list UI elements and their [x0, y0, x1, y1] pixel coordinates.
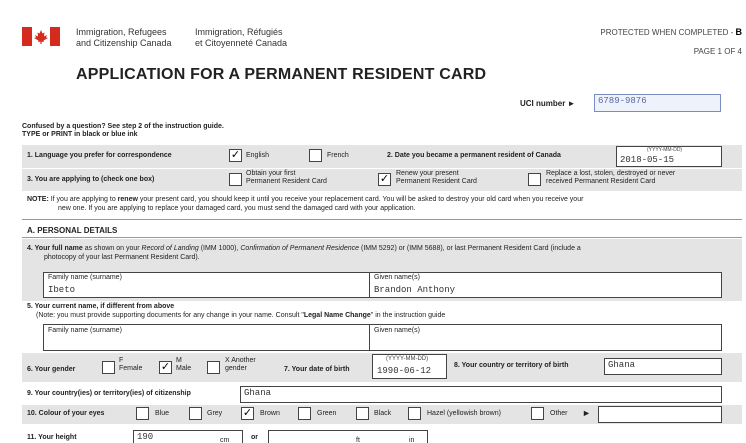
- arrow-right-icon: ►: [582, 408, 591, 418]
- renew-card-checkbox[interactable]: ✓: [379, 173, 390, 185]
- eyes-black-checkbox[interactable]: [356, 407, 369, 420]
- q8-label: 8. Your country or territory of birth: [454, 362, 569, 369]
- male-label: M Male: [176, 357, 192, 372]
- uci-input[interactable]: 6789-9876: [594, 94, 721, 112]
- page-title: APPLICATION FOR A PERMANENT RESIDENT CARD: [76, 66, 487, 83]
- another-gender-label: X Another gender: [225, 357, 256, 372]
- divider: [22, 237, 742, 238]
- given-name-value: Brandon Anthony: [374, 285, 456, 295]
- birth-date-format: (YYYY-MM-DD): [386, 356, 429, 362]
- renew-card-label: Renew your present Permanent Resident Card: [396, 170, 477, 185]
- current-given-name-field[interactable]: [369, 324, 722, 351]
- first-card-checkbox[interactable]: [229, 173, 242, 186]
- q9-label: 9. Your country(ies) or territory(ies) of citizenship: [27, 390, 191, 397]
- eyes-grey-checkbox[interactable]: [189, 407, 202, 420]
- q5-label: 5. Your current name, if different from above (Note: you must provide supporting documents for any change in your name. Consult "Legal Name Change" in the instruction guide: [27, 303, 446, 319]
- height-in-unit: in: [409, 437, 415, 443]
- department-name-en: Immigration, Refugees and Citizenship Canada: [76, 27, 172, 48]
- eyes-black-label: Black: [374, 410, 392, 417]
- replace-card-label: Replace a lost, stolen, destroyed or never received Permanent Resident Card: [546, 170, 676, 185]
- birth-country-input[interactable]: Ghana: [604, 358, 722, 375]
- height-ft-in-input[interactable]: [268, 430, 428, 443]
- eyes-green-checkbox[interactable]: [298, 407, 311, 420]
- eyes-other-label: Other: [550, 410, 568, 417]
- q7-label: 7. Your date of birth: [284, 366, 350, 373]
- pr-date-value: 2018-05-15: [620, 155, 675, 165]
- english-checkbox[interactable]: ✓: [230, 149, 241, 161]
- eyes-brown-checkbox[interactable]: ✓: [242, 407, 253, 419]
- q3-label: 3. You are applying to (check one box): [27, 176, 155, 183]
- eyes-blue-checkbox[interactable]: [136, 407, 149, 420]
- eyes-brown-label: Brown: [260, 410, 280, 417]
- note-text: NOTE: If you are applying to renew your present card, you should keep it until you receive your replacement card. You will be asked to destroy your old card when you receive your new one. If you are applying to replace your damaged card, you must send the damaged card with your application.: [27, 196, 584, 212]
- page-number: PAGE 1 OF 4: [693, 47, 742, 56]
- family-name-value: Ibeto: [48, 285, 76, 295]
- q2-label: 2. Date you became a permanent resident of Canada: [387, 152, 561, 159]
- male-checkbox[interactable]: ✓: [160, 361, 171, 373]
- current-family-name-label: Family name (surname): [48, 327, 122, 334]
- replace-card-checkbox[interactable]: [528, 173, 541, 186]
- instructions: Confused by a question? See step 2 of the instruction guide. TYPE or PRINT in black or blue ink: [22, 123, 224, 138]
- citizenship-input[interactable]: Ghana: [240, 386, 722, 403]
- department-name-fr: Immigration, Réfugiés et Citoyenneté Canada: [195, 27, 288, 48]
- uci-label: UCI number ►: [520, 99, 576, 108]
- q10-label: 10. Colour of your eyes: [27, 410, 105, 417]
- first-card-label: Obtain your first Permanent Resident Card: [246, 170, 327, 185]
- eyes-green-label: Green: [317, 410, 337, 417]
- current-given-name-label: Given name(s): [374, 327, 420, 334]
- given-name-label: Given name(s): [374, 274, 420, 281]
- height-cm-input[interactable]: 190: [133, 430, 243, 443]
- divider: [22, 219, 742, 220]
- eyes-blue-label: Blue: [155, 410, 170, 417]
- french-checkbox[interactable]: [309, 149, 322, 162]
- section-a-title: A. PERSONAL DETAILS: [27, 226, 118, 235]
- canada-flag-icon: [22, 27, 60, 46]
- eyes-hazel-checkbox[interactable]: [408, 407, 421, 420]
- birth-date-value: 1990-06-12: [377, 366, 432, 376]
- q4-label: 4. Your full name as shown on your Record of Landing (IMM 1000), Confirmation of Permanent Residence (IMM 5292) or (IMM 5688), or last Permanent Resident Card (include a photocopy of your last Permanent Resident Card).: [27, 245, 581, 261]
- q6-label: 6. Your gender: [27, 366, 76, 373]
- eyes-other-input[interactable]: [598, 406, 722, 423]
- eyes-grey-label: Grey: [207, 410, 223, 417]
- pr-date-format: (YYYY-MM-DD): [647, 147, 683, 153]
- french-label: French: [327, 152, 349, 159]
- another-gender-checkbox[interactable]: [207, 361, 220, 374]
- height-or-label: or: [251, 434, 258, 441]
- eyes-other-checkbox[interactable]: [531, 407, 544, 420]
- q11-label: 11. Your height: [27, 434, 77, 441]
- english-label: English: [246, 152, 269, 159]
- height-ft-unit: ft: [356, 437, 360, 443]
- female-checkbox[interactable]: [102, 361, 115, 374]
- protected-label: PROTECTED WHEN COMPLETED - B: [600, 27, 742, 37]
- height-cm-unit: cm: [220, 437, 230, 443]
- female-label: F Female: [119, 357, 143, 372]
- family-name-label: Family name (surname): [48, 274, 122, 281]
- q1-label: 1. Language you prefer for correspondence: [27, 152, 172, 159]
- eyes-hazel-label: Hazel (yellowish brown): [427, 410, 501, 417]
